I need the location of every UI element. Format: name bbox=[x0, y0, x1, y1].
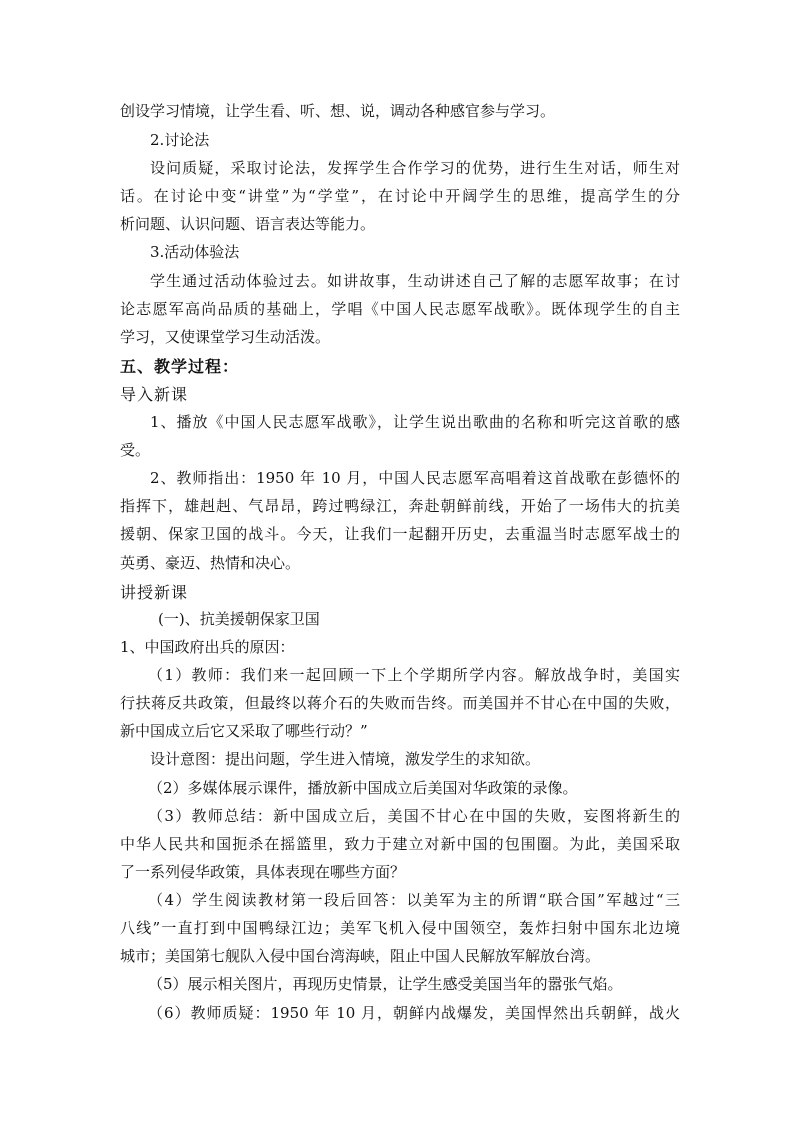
text-line: （6）教师质疑：1950 年 10 月，朝鲜内战爆发，美国悍然出兵朝鲜，战火 bbox=[148, 1004, 680, 1022]
text-line: 2、教师指出：1950 年 10 月，中国人民志愿军高唱着这首战歌在彭德怀的 bbox=[150, 469, 680, 487]
text-line: 话。在讨论中变“讲堂”为“学堂”，在讨论中开阔学生的思维，提高学生的分 bbox=[120, 187, 680, 205]
text-line: 设计意图：提出问题，学生进入情境，激发学生的求知欲。 bbox=[150, 750, 541, 768]
text-line: 学生通过活动体验过去。如讲故事，生动讲述自己了解的志愿军故事；在讨 bbox=[150, 272, 680, 290]
text-line: （1）教师：我们来一起回顾一下上个学期所学内容。解放战争时，美国实 bbox=[148, 666, 680, 684]
text-line: （5）展示相关图片，再现历史情景，让学生感受美国当年的嚣张气焰。 bbox=[148, 975, 623, 993]
text-line: 八线”一直打到中国鸭绿江边；美军飞机入侵中国领空，轰炸扫射中国东北边境 bbox=[120, 919, 680, 937]
text-line: （4）学生阅读教材第一段后回答：以美军为主的所谓“联合国”军越过“三 bbox=[148, 891, 680, 909]
method-heading: 2.讨论法 bbox=[150, 131, 210, 149]
section-title: (一)、抗美援朝保家卫国 bbox=[158, 610, 320, 628]
subsection-heading: 导入新课 bbox=[120, 385, 189, 404]
text-line: 学习，又使课堂学习生动活泼。 bbox=[120, 328, 331, 346]
text-line: 了一系列侵华政策，具体表现在哪些方面？ bbox=[120, 863, 406, 881]
subsection-heading: 讲授新课 bbox=[120, 583, 189, 602]
text-line: （3）教师总结：新中国成立后，美国不甘心在中国的失败，妄图将新生的 bbox=[148, 807, 680, 825]
text-line: 受。 bbox=[120, 441, 151, 459]
text-line: 1、中国政府出兵的原因： bbox=[120, 638, 295, 656]
text-line: （2）多媒体展示课件，播放新中国成立后美国对华政策的录像。 bbox=[148, 779, 578, 797]
text-line: 英勇、豪迈、热情和决心。 bbox=[120, 554, 301, 572]
text-line: 创设学习情境，让学生看、听、想、说，调动各种感官参与学习。 bbox=[120, 102, 556, 120]
text-line: 1、播放《中国人民志愿军战歌》，让学生说出歌曲的名称和听完这首歌的感 bbox=[150, 413, 680, 431]
text-line: 援朝、保家卫国的战斗。今天，让我们一起翻开历史，去重温当时志愿军战士的 bbox=[120, 525, 680, 543]
text-line: 中华人民共和国扼杀在摇篮里，致力于建立对新中国的包围圈。为此，美国采取 bbox=[120, 835, 680, 853]
method-heading: 3.活动体验法 bbox=[150, 243, 240, 261]
text-line: 论志愿军高尚品质的基础上，学唱《中国人民志愿军战歌》。既体现学生的自主 bbox=[120, 300, 680, 318]
text-line: 设问质疑，采取讨论法，发挥学生合作学习的优势，进行生生对话，师生对 bbox=[150, 159, 680, 177]
text-line: 析问题、认识问题、语言表达等能力。 bbox=[120, 215, 376, 233]
text-line: 新中国成立后它又采取了哪些行动？” bbox=[120, 722, 368, 740]
section-heading: 五、教学过程： bbox=[120, 357, 240, 376]
text-line: 城市；美国第七舰队入侵中国台湾海峡，阻止中国人民解放军解放台湾。 bbox=[120, 947, 601, 965]
text-line: 指挥下，雄赳赳、气昂昂，跨过鸭绿江，奔赴朝鲜前线，开始了一场伟大的抗美 bbox=[120, 497, 680, 515]
text-line: 行扶蒋反共政策，但最终以蒋介石的失败而告终。而美国并不甘心在中国的失败， bbox=[120, 694, 680, 712]
